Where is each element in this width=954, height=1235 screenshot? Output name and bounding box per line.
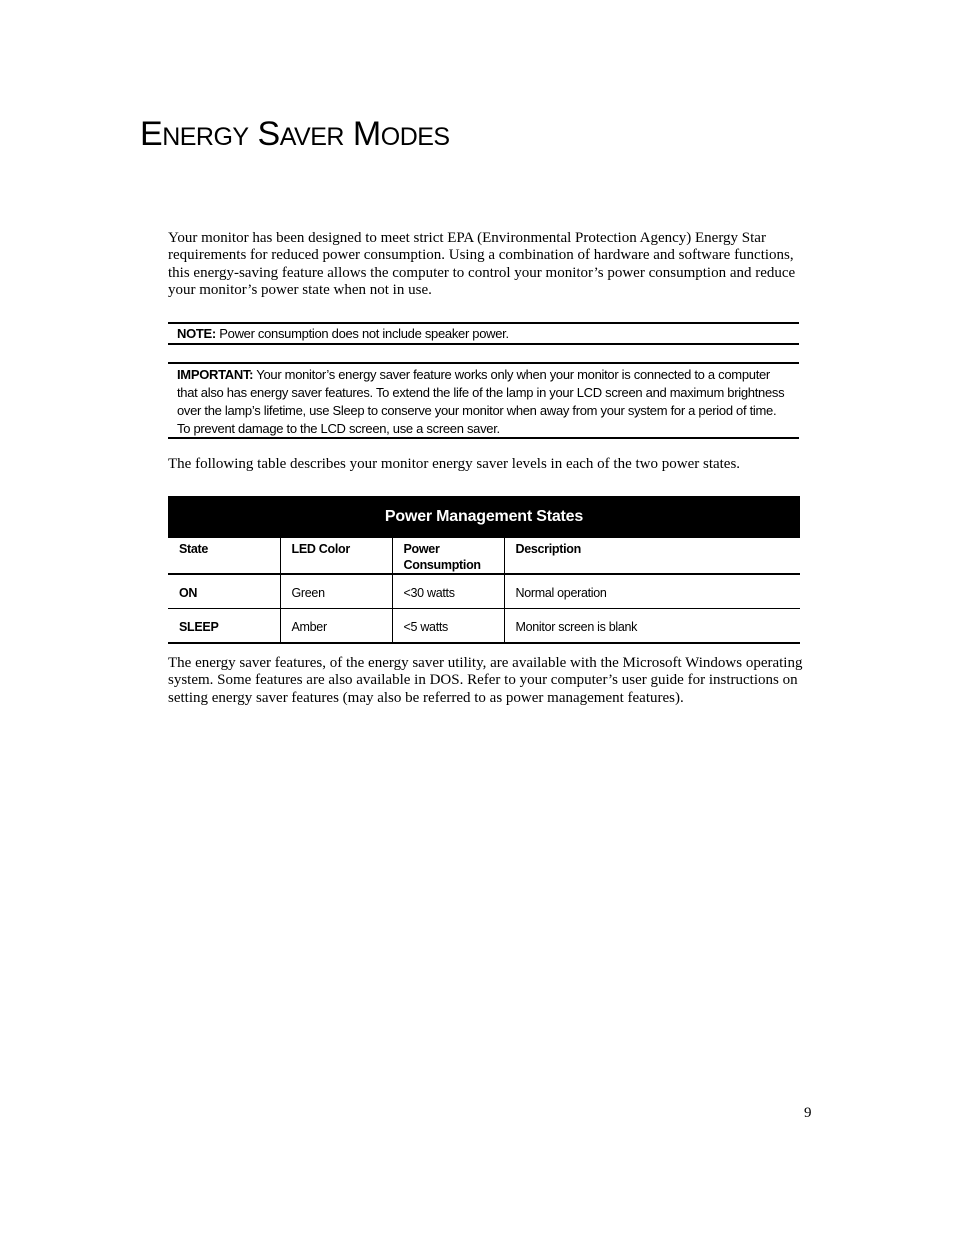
column-header-power-consumption: Power Consumption [392, 538, 504, 574]
cell-power-consumption: <30 watts [392, 574, 504, 609]
important-text: Your monitor’s energy saver feature works only when your monitor is connected to a computer that also has energy saver features. To extend the life of the lamp in your LCD screen and maximum brightness over the lamp’s lifetime, use Sleep to conserve your monitor when away from your system for a period of time. To prevent damage to the LCD screen, use a screen saver. [177, 367, 785, 436]
table-row [168, 574, 800, 609]
important-box [168, 362, 799, 439]
power-management-table [168, 496, 800, 644]
column-header-description: Description [504, 538, 800, 574]
note-box [168, 322, 799, 345]
table-header-row [168, 538, 800, 574]
page-number: 9 [804, 1105, 812, 1121]
column-header-led-color: LED Color [280, 538, 392, 574]
cell-state: ON [168, 574, 280, 609]
table-caption-row [168, 496, 800, 538]
note-label: NOTE: [177, 326, 216, 341]
cell-description: Monitor screen is blank [504, 609, 800, 644]
title-initial-3: M [352, 115, 381, 153]
title-initial-2: S [257, 115, 280, 153]
table-row [168, 609, 800, 644]
cell-led-color: Green [280, 574, 392, 609]
title-rest-1: NERGY [162, 123, 249, 151]
title-rest-2: AVER [279, 123, 344, 151]
closing-paragraph: The energy saver features, of the energy saver utility, are available with the Microsoft Windows operating system. Some features are also available in DOS. Refer to your computer’s user guide for instructions on setting energy saver features (may also be referred to as power management features). [168, 655, 803, 706]
cell-state: SLEEP [168, 609, 280, 644]
note-text: Power consumption does not include speaker power. [215, 326, 509, 341]
table-intro-paragraph: The following table describes your monitor energy saver levels in each of the two power states. [168, 456, 741, 472]
cell-led-color: Amber [280, 609, 392, 644]
cell-power-consumption: <5 watts [392, 609, 504, 644]
page-title [140, 111, 450, 160]
important-label: IMPORTANT: [177, 367, 254, 382]
cell-description: Normal operation [504, 574, 800, 609]
title-initial-1: E [140, 115, 163, 153]
intro-paragraph: Your monitor has been designed to meet strict EPA (Environmental Protection Agency) Energy Star requirements for reduced power consumption. Using a combination of hardware and software functions, this energy-saving feature allows the computer to control your monitor’s power consumption and reduce your monitor’s power state when not in use. [168, 230, 796, 298]
title-rest-3: ODES [380, 123, 450, 151]
table-caption: Power Management States [168, 496, 800, 538]
column-header-state: State [168, 538, 280, 574]
